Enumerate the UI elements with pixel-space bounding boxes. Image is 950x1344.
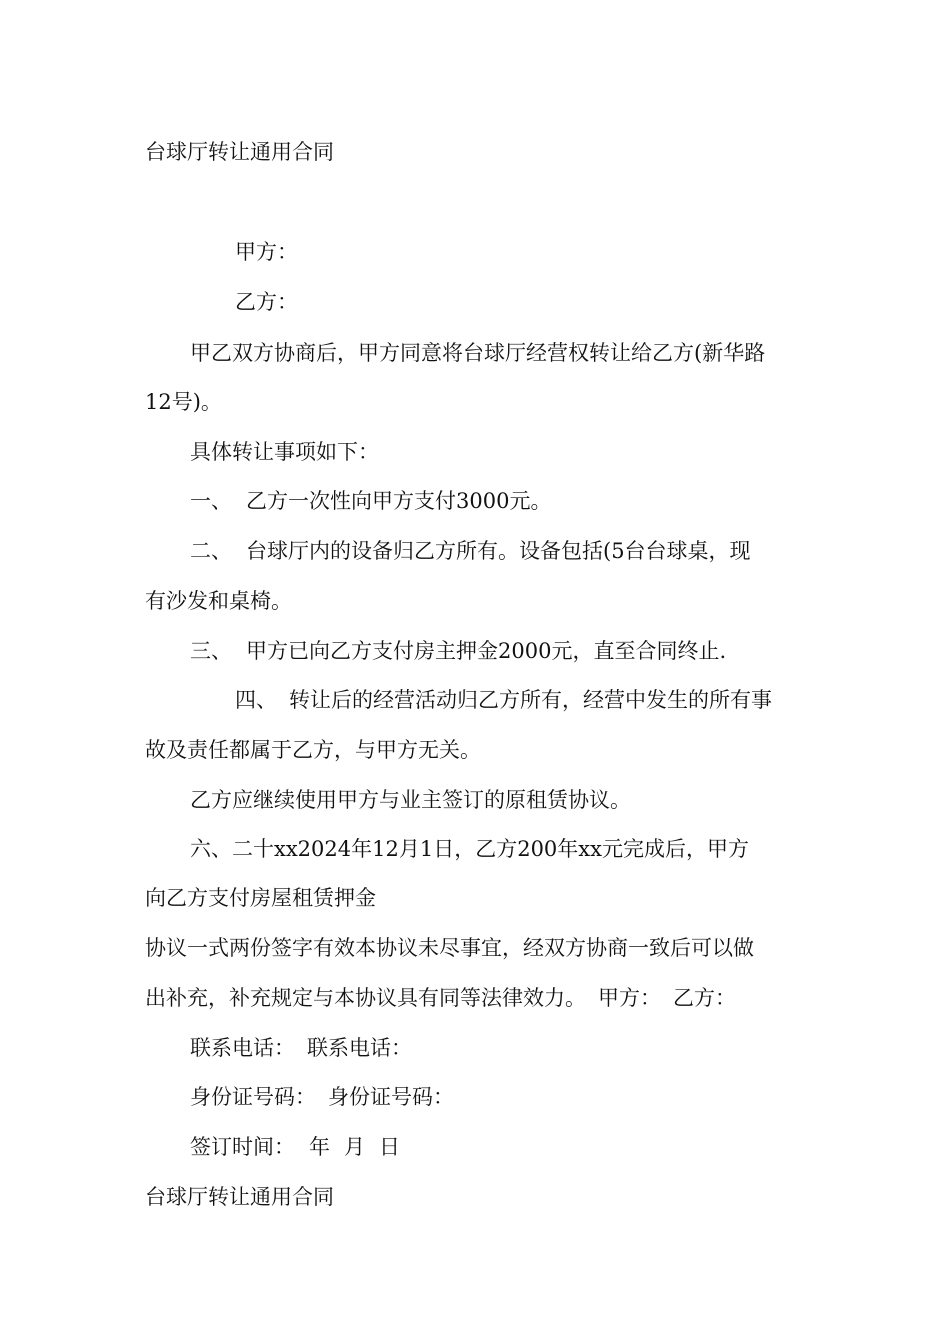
- document-title: 台球厅转让通用合同: [145, 140, 334, 164]
- agreement-line-1: 协议一式两份签字有效本协议未尽事宜，经双方协商一致后可以做: [145, 936, 754, 960]
- sign-time-row: [190, 1134, 400, 1160]
- phone-label-a: 联系电话：: [190, 1036, 295, 1060]
- sign-year: 年: [309, 1135, 330, 1159]
- id-label-a: 身份证号码：: [190, 1085, 316, 1109]
- item-1-text: 乙方一次性向甲方支付3000元。: [246, 489, 552, 513]
- item-3: [190, 638, 726, 664]
- id-row: [190, 1084, 454, 1110]
- item-1: [190, 488, 551, 514]
- agreement-text: 出补充，补充规定与本协议具有同等法律效力。: [145, 986, 586, 1010]
- party-b-label: 乙方：: [235, 290, 298, 314]
- intro-line-1: 甲乙双方协商后，甲方同意将台球厅经营权转让给乙方(新华路: [190, 341, 766, 365]
- lease-text: 乙方应继续使用甲方与业主签订的原租赁协议。: [190, 788, 631, 812]
- phone-label-b: 联系电话：: [307, 1036, 412, 1060]
- sign-party-a-label: 甲方：: [598, 986, 661, 1010]
- footer-title: 台球厅转让通用合同: [145, 1185, 334, 1209]
- item-2-text-line-1: 台球厅内的设备归乙方所有。设备包括(5台台球桌，现: [246, 539, 751, 563]
- sign-party-b-label: 乙方：: [673, 986, 736, 1010]
- items-heading: 具体转让事项如下：: [190, 440, 379, 464]
- item-3-number: 三、: [190, 639, 232, 663]
- item-4-number: 四、: [235, 688, 277, 712]
- id-label-b: 身份证号码：: [328, 1085, 454, 1109]
- item-2-number: 二、: [190, 539, 232, 563]
- sign-month: 月: [344, 1135, 365, 1159]
- intro-line-2: 12号)。: [145, 390, 222, 414]
- item-4-text-line-1: 转让后的经营活动归乙方所有，经营中发生的所有事: [289, 688, 772, 712]
- agreement-line-2: [145, 985, 736, 1011]
- item-4: [235, 687, 772, 713]
- item-4-text-line-2: 故及责任都属于乙方，与甲方无关。: [145, 738, 481, 762]
- sign-day: 日: [379, 1135, 400, 1159]
- party-a-label: 甲方：: [235, 240, 298, 264]
- item-6-line-2: 向乙方支付房屋租赁押金: [145, 886, 376, 910]
- phone-row: [190, 1035, 412, 1061]
- item-2: [190, 538, 751, 564]
- item-1-number: 一、: [190, 489, 232, 513]
- item-3-text: 甲方已向乙方支付房主押金2000元，直至合同终止.: [246, 639, 727, 663]
- sign-time-label: 签订时间：: [190, 1135, 295, 1159]
- item-6-line-1: 六、二十xx2024年12月1日，乙方200年xx元完成后，甲方: [190, 837, 749, 861]
- item-2-text-line-2: 有沙发和桌椅。: [145, 589, 292, 613]
